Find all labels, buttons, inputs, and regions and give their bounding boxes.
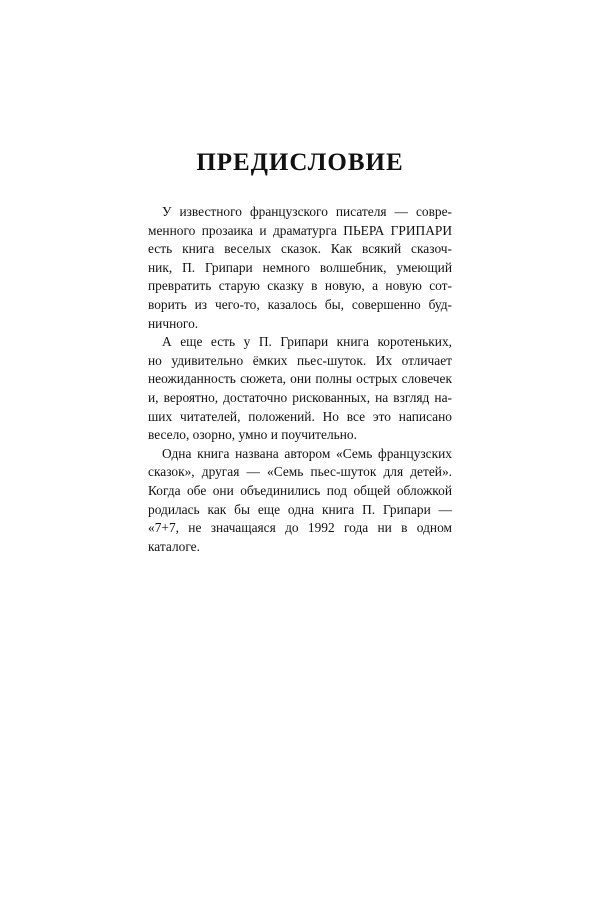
paragraph-3 (148, 445, 452, 557)
text-line: менного прозаика и драматурга ПЬЕРА ГРИПАРИ (148, 222, 452, 238)
text-line: сказок», другая — «Семь пьес-шуток для детей». (148, 464, 452, 480)
text-line: ничного. (148, 315, 199, 331)
text-line: превратить старую сказку в новую, а новую сот- (148, 278, 452, 294)
text-line: ших читателей, положений. Но все это написано (148, 408, 452, 424)
text-line: и, вероятно, достаточно рискованных, на взгляд на- (148, 389, 452, 405)
page-title: ПРЕДИСЛОВИЕ (196, 149, 404, 176)
text-line: но удивительно ёмких пьес-шуток. Их отличает (148, 352, 452, 368)
text-line: неожиданность сюжета, они полны острых словечек (148, 371, 452, 387)
text-line: весело, озорно, умно и поучительно. (148, 427, 357, 443)
text-line: ник, П. Грипари немного волшебник, умеющий (148, 259, 452, 275)
text-line: У известного французского писателя — совре- (162, 204, 452, 219)
text-line: каталоге. (148, 538, 200, 554)
text-line: Когда обе они объединились под общей обложкой (148, 482, 452, 498)
text-line: есть книга веселых сказок. Как всякий сказоч- (148, 241, 452, 257)
text-line: А еще есть у П. Грипари книга коротеньких, (162, 334, 452, 350)
text-line: Одна книга названа автором «Семь французских (162, 445, 452, 461)
text-line: ворить из чего-то, казалось бы, совершенно буд- (148, 296, 452, 312)
preface-text (148, 203, 452, 556)
paragraph-1 (148, 203, 452, 333)
text-line: «7+7, не значащаяся до 1992 года ни в одном (148, 520, 452, 536)
text-line: родилась как бы еще одна книга П. Грипари — (148, 501, 452, 517)
paragraph-2 (148, 333, 452, 445)
